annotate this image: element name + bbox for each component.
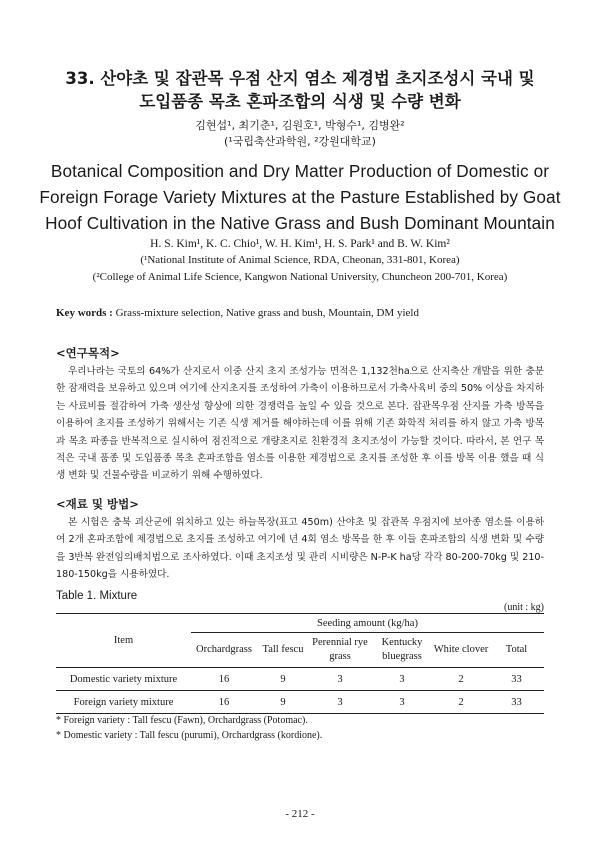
table-cell: 2 <box>433 691 489 714</box>
column-header: Perennial rye grass <box>309 633 371 668</box>
table-cell: 9 <box>257 691 309 714</box>
column-header: Total <box>489 633 544 668</box>
section-body-methods: 본 시험은 충북 괴산군에 위치하고 있는 하늘목장(표고 450m) 산야초 및 잡관목 우점지에 보아종 염소를 이용하여 2개 혼파조합에 제경법으로 초지를 조성하고 여기에 년 4회 염소 방목을 한 후 이들 혼파조합의 식생 변화 및 수량을 3반복 완전임의배치법으로 조사하였다. 이때 초지조성 및 관리 시비량은 N-P-K ha당 각각 80-200-70kg 및 210-180-150kg을 시용하였다. <box>56 517 544 581</box>
table-cell: 33 <box>511 673 522 685</box>
korean-title-line-1: 33. 산야초 및 잡관목 우점 산지 염소 제경법 초지조성시 국내 및 <box>65 69 535 88</box>
column-header: Tall fescu <box>257 633 309 668</box>
table-cell: 3 <box>309 691 371 714</box>
keywords-label: Key words : <box>56 307 113 319</box>
table-cell: 16 <box>191 691 257 714</box>
table-cell: 3 <box>399 673 405 685</box>
table-cell: 16 <box>218 673 230 685</box>
section-heading-purpose: <연구목적> <box>56 346 120 360</box>
korean-authors: 김현섭¹, 최기춘¹, 김원호¹, 박형수¹, 김병완² <box>195 119 405 132</box>
korean-affiliation: (¹국립축산과학원, ²강원대학교) <box>224 135 376 148</box>
english-title-line-1: Botanical Composition and Dry Matter Production of Domestic or <box>50 161 550 181</box>
affiliation-1: (¹National Institute of Animal Science, RDA, Cheonan, 331-801, Korea) <box>140 254 460 266</box>
page-number: - 212 - <box>285 808 315 820</box>
table-row <box>56 668 544 691</box>
korean-title-line-2: 도입품종 목초 혼파조합의 식생 및 수량 변화 <box>139 92 461 111</box>
mixture-table <box>56 613 544 714</box>
table-cell: 3 <box>371 691 433 714</box>
english-title-line-2: Foreign Forage Variety Mixtures at the Pasture Established by Goat <box>39 187 561 207</box>
table-cell: 9 <box>280 673 286 685</box>
english-authors: H. S. Kim¹, K. C. Chio¹, W. H. Kim¹, H. S. Park¹ and B. W. Kim² <box>150 238 450 250</box>
table-caption: Table 1. Mixture <box>56 590 138 602</box>
column-header: Kentucky bluegrass <box>371 633 433 668</box>
row-label: Domestic variety mixture <box>69 673 178 685</box>
table-note-1: * Foreign variety : Tall fescu (Fawn), Orchardgrass (Potomac). <box>56 715 308 726</box>
column-header: White clover <box>433 633 489 668</box>
table-unit: (unit : kg) <box>504 602 544 613</box>
table-group-header: Seeding amount (kg/ha) <box>191 614 544 633</box>
column-header: Orchardgrass <box>191 633 257 668</box>
table-row-header: Item <box>56 614 191 668</box>
table-cell: 2 <box>458 673 464 685</box>
section-body-purpose: 우리나라는 국토의 64%가 산지로서 이중 산지 초지 조성가능 면적은 1,132천ha으로 산지축산 개발을 위한 충분한 잠재력을 보유하고 있으며 여기에 산지초지를 조성하여 가축이 이용하므로서 가축사육비 중의 50% 이상을 차지하는 사료비를 절감하여 가축 생산성 향상에 의한 경쟁력을 높일 수 있을 것으로 본다. 잡관목우점 산지를 가축 방목을 이용하여 초지를 조성하기 위해서는 기존 식생 제거를 해야하는데 이를 위해 기존 화학적 처리를 하지 않고 가축 방목과 목초 파종을 반복적으로 실시하여 점진적으로 개량초지로 친환경적 초지조성이 가능할 것이다. 따라서, 본 연구 목적은 국내 품종 및 도입품종 목초 혼파조합을 염소를 이용한 제경법으로 초지를 조성한 후 이를 방목 이용 했을 때 식생 변화 및 건물수량을 비교하기 위해 수행하였다. <box>56 366 544 482</box>
english-title-line-3: Hoof Cultivation in the Native Grass and Bush Dominant Mountain <box>45 213 555 233</box>
row-label: Foreign variety mixture <box>56 691 191 714</box>
keywords <box>56 306 556 321</box>
section-heading-methods: <재료 및 방법> <box>56 497 139 511</box>
table-row <box>56 691 544 714</box>
affiliation-2: (²College of Animal Life Science, Kangwon National University, Chuncheon 200-701, Korea) <box>92 271 508 283</box>
table-cell: 3 <box>337 673 343 685</box>
table-note-2: * Domestic variety : Tall fescu (purumi), Orchardgrass (kordione). <box>56 730 323 741</box>
table-cell: 33 <box>489 691 544 714</box>
keywords-text: Grass-mixture selection, Native grass and bush, Mountain, DM yield <box>115 307 419 319</box>
